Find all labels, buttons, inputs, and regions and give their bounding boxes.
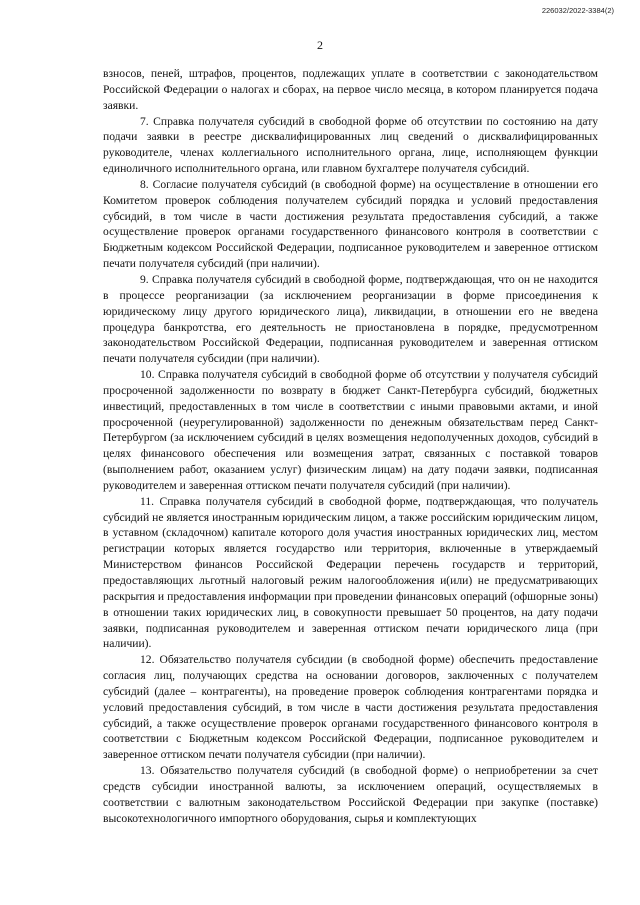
document-number: 226032/2022-3384(2) [541,6,614,15]
paragraph-item-11: 11. Справка получателя субсидий в свободной форме, подтверждающая, что получатель субсидий не является иностранным юридическим лицом, а также российским юридическим лицом, в уставном (складочном) капитале которого доля участия иностранных юридических лиц, местом регистрации которых является государство или территория, включенные в утверждаемый Министерством финансов Российской Федерации перечень государств и территорий, предоставляющих льготный налоговый режим налогообложения и(или) не предусматривающих раскрытия и предоставления информации при проведении финансовых операций (офшорные зоны) в отношении таких юридических лиц, в совокупности превышает 50 процентов, на дату подачи заявки, подписанная руководителем и заверенная оттиском печати юридического лица (при наличии). [103,494,598,651]
paragraph-item-8: 8. Согласие получателя субсидий (в свободной форме) на осуществление в отношении его Комитетом проверок соблюдения получателем субсидий порядка и условий предоставления субсидий, в том числе в части достижения результата предоставления субсидий, а также осуществление проверок органами государственного финансового контроля в соответствии с Бюджетным кодексом Российской Федерации, подписанное руководителем и заверенное оттиском печати получателя субсидий (при наличии). [103,177,598,271]
paragraph-continuation: взносов, пеней, штрафов, процентов, подлежащих уплате в соответствии с законодательством Российской Федерации о налогах и сборах, на первое число месяца, в котором планируется подача заявки. [103,67,598,112]
paragraph-item-7: 7. Справка получателя субсидий в свободной форме об отсутствии по состоянию на дату подачи заявки в реестре дисквалифицированных лиц сведений о дисквалифицированных руководителе, членах коллегиального исполнительного органа, лице, исполняющем функции единоличного исполнительного органа, или главном бухгалтере получателя субсидий. [103,114,598,176]
paragraph-item-10: 10. Справка получателя субсидий в свободной форме об отсутствии у получателя субсидий просроченной задолженности по возврату в бюджет Санкт-Петербурга субсидий, бюджетных инвестиций, предоставленных в том числе в соответствии с иными правовыми актами, и иной просроченной (неурегулированной) задолженности по денежным обязательствам перед Санкт-Петербургом (за исключением субсидий в целях возмещения недополученных доходов, субсидий в целях финансового обеспечения или возмещения затрат, связанных с поставкой товаров (выполнением работ, оказанием услуг) физическим лицам) на дату подачи заявки, подписанная руководителем и заверенная оттиском печати получателя субсидий (при наличии). [103,368,598,492]
paragraph-item-12: 12. Обязательство получателя субсидии (в свободной форме) обеспечить предоставление согласия лиц, получающих средства на основании договоров, заключенных с получателем субсидий (далее – контрагенты), на проведение проверок соблюдения контрагентами порядка и условий предоставления субсидий, в том числе в части достижения результата предоставления субсидий, а также осуществление проверок органами государственного финансового контроля в соответствии с Бюджетным кодексом Российской Федерации, подписанное руководителем и заверенное оттиском печати получателя субсидии (при наличии). [103,653,598,762]
paragraph-item-13: 13. Обязательство получателя субсидий (в свободной форме) о неприобретении за счет средств субсидии иностранной валюты, за исключением операций, осуществляемых в соответствии с валютным законодательством Российской Федерации при закупке (поставке) высокотехнологичного импортного оборудования, сырья и комплектующих [103,764,598,825]
document-body [103,66,598,827]
paragraph-item-9: 9. Справка получателя субсидий в свободной форме, подтверждающая, что он не находится в процессе реорганизации (за исключением реорганизации в форме присоединения к юридическому лицу другого юридического лица), ликвидации, в отношении его не введена процедура банкротства, его деятельность не приостановлена в порядке, предусмотренном законодательством Российской Федерации, подписанная руководителем и заверенная оттиском печати получателя субсидии (при наличии). [103,272,598,366]
page-number: 2 [317,38,323,52]
